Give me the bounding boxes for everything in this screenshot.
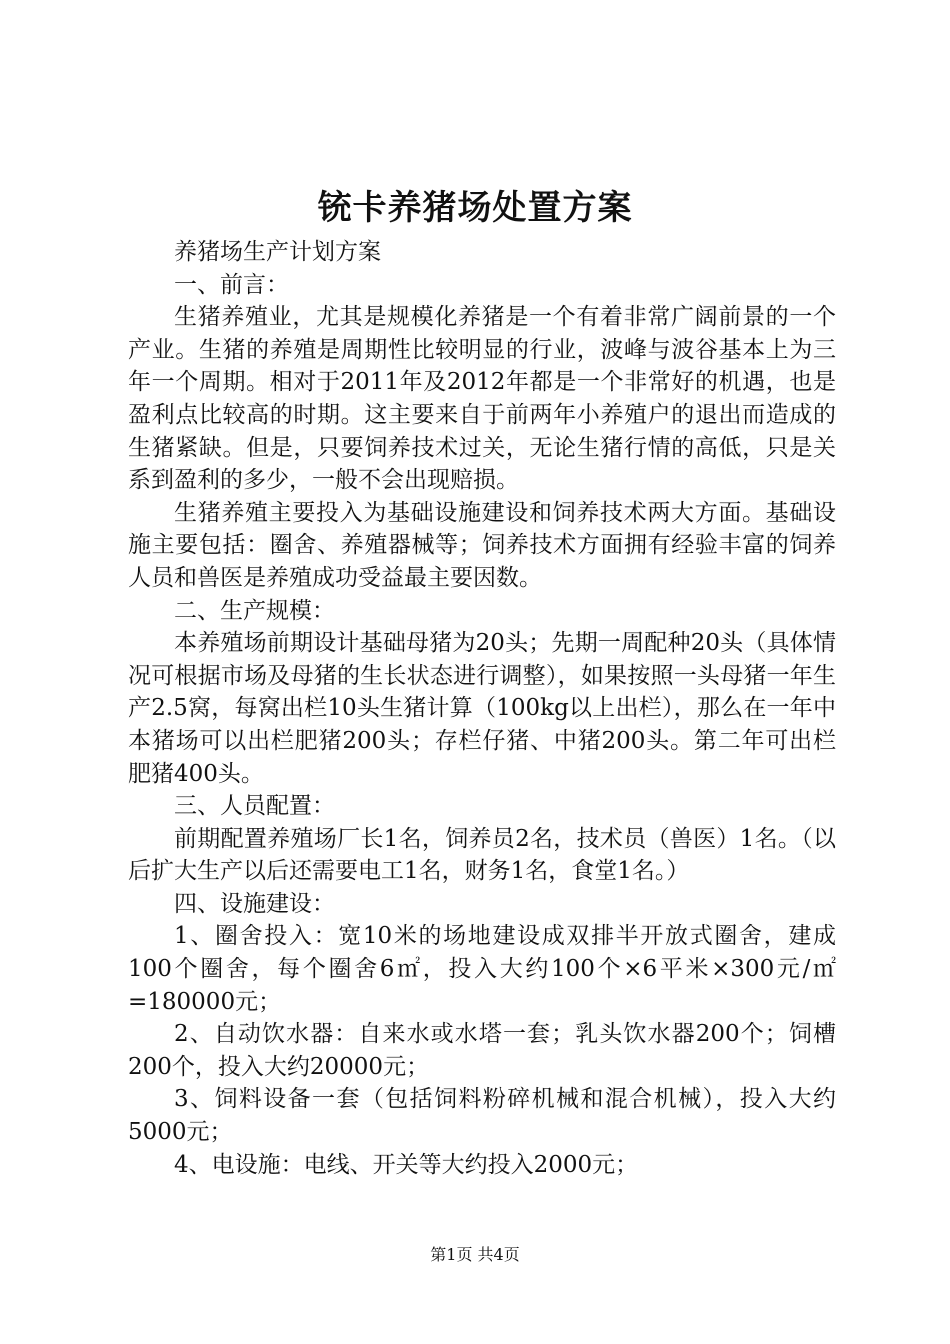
list-item: 3、饲料设备一套（包括饲料粉碎机械和混合机械），投入大约5000元； xyxy=(128,1086,836,1146)
body-paragraph: 生猪养殖业，尤其是规模化养猪是一个有着非常广阔前景的一个产业。生猪的养殖是周期性比较明显的行业，波峰与波谷基本上为三年一个周期。相对于2011年及2012年都是一个非常好的机遇，也是盈利点比较高的时期。这主要来自于前两年小养殖户的退出而造成的生猪紧缺。但是，只要饲养技术过关，无论生猪行情的高低，只是关系到盈利的多少，一般不会出现赔损。 xyxy=(128,304,836,494)
section-heading-staff: 三、人员配置： xyxy=(174,793,335,820)
body-paragraph: 生猪养殖主要投入为基础设施建设和饲养技术两大方面。基础设施主要包括：圈舍、养殖器械等；饲养技术方面拥有经验丰富的饲养人员和兽医是养殖成功受益最主要因数。 xyxy=(128,499,836,591)
document-title: 铳卡养猪场处置方案 xyxy=(317,188,633,228)
section-heading-preface: 一、前言： xyxy=(174,271,289,298)
body-paragraph: 本养殖场前期设计基础母猪为20头；先期一周配种20头（具体情况可根据市场及母猪的生长状态进行调整），如果按照一头母猪一年生产2.5窝，每窝出栏10头生猪计算（100kg以上出栏），那么在一年中本猪场可以出栏肥猪200头；存栏仔猪、中猪200头。第二年可出栏肥猪400头。 xyxy=(128,630,836,787)
subtitle-paragraph: 养猪场生产计划方案 xyxy=(174,239,381,265)
document-body xyxy=(128,236,836,1181)
list-item: 2、自动饮水器：自来水或水塔一套；乳头饮水器200个；饲槽200个，投入大约20000元； xyxy=(128,1021,836,1080)
list-item: 4、电设施：电线、开关等大约投入2000元； xyxy=(174,1151,639,1178)
page-number: 第1页 共4页 xyxy=(430,1245,520,1264)
list-item: 1、圈舍投入：宽10米的场地建设成双排半开放式圈舍，建成100个圈舍，每个圈舍6㎡，投入大约100个×6平米×300元/㎡=180000元； xyxy=(128,923,836,1015)
section-heading-facilities: 四、设施建设： xyxy=(174,890,335,917)
body-paragraph: 前期配置养殖场厂长1名，饲养员2名，技术员（兽医）1名。（以后扩大生产以后还需要电工1名，财务1名，食堂1名。） xyxy=(128,825,836,885)
section-heading-scale: 二、生产规模： xyxy=(174,597,335,624)
